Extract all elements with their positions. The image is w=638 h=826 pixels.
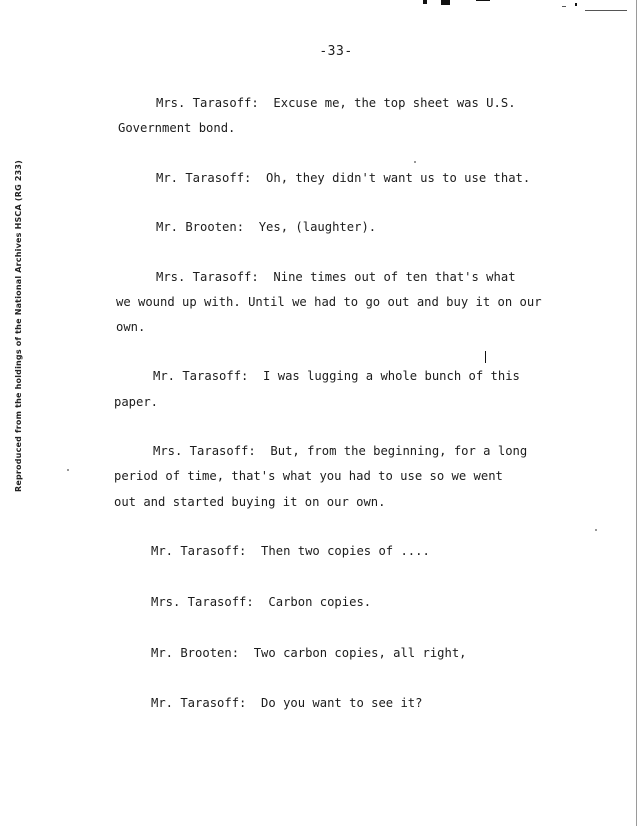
scan-artifact-top-right-dash (562, 6, 566, 7)
transcript-line: Mr. Brooten: Yes, (laughter). (156, 220, 377, 234)
scan-artifact-top-mid (441, 0, 450, 5)
scan-artifact-speck (595, 529, 597, 531)
transcript-line: Mr. Tarasoff: Oh, they didn't want us to use that. (156, 171, 531, 185)
scan-artifact-speck (414, 161, 416, 163)
archive-reproduction-notice: Reproduced from the holdings of the National Archives HSCA (RG 233) (14, 159, 23, 492)
transcript-line: period of time, that's what you had to use so we went (114, 469, 503, 483)
scan-artifact-top-right-dot (575, 3, 577, 6)
scan-artifact-top-right (585, 10, 627, 11)
transcript-line: Mr. Brooten: Two carbon copies, all right, (151, 646, 467, 660)
transcript-line: Mrs. Tarasoff: Carbon copies. (151, 595, 372, 609)
scan-artifact-top-mid2 (476, 0, 490, 1)
transcript-line: paper. (114, 395, 159, 409)
page-number: -33- (319, 44, 353, 59)
scan-artifact-speck (67, 469, 69, 471)
scan-artifact-tick (485, 351, 486, 363)
transcript-line: we wound up with. Until we had to go out and buy it on our (116, 295, 542, 309)
transcript-line: own. (116, 320, 146, 334)
transcript-line: Mr. Tarasoff: I was lugging a whole bunch of this (153, 369, 520, 383)
page-edge-line (636, 0, 637, 826)
transcript-line: Mrs. Tarasoff: Excuse me, the top sheet was U.S. (156, 96, 516, 110)
transcript-line: Mrs. Tarasoff: But, from the beginning, for a long (153, 444, 528, 458)
transcript-line: Mrs. Tarasoff: Nine times out of ten that's what (156, 270, 516, 284)
transcript-line: Government bond. (118, 121, 236, 135)
scan-artifact-top-left (423, 0, 427, 4)
transcript-line: Mr. Tarasoff: Do you want to see it? (151, 696, 423, 710)
transcript-line: out and started buying it on our own. (114, 495, 386, 509)
transcript-line: Mr. Tarasoff: Then two copies of .... (151, 544, 430, 558)
